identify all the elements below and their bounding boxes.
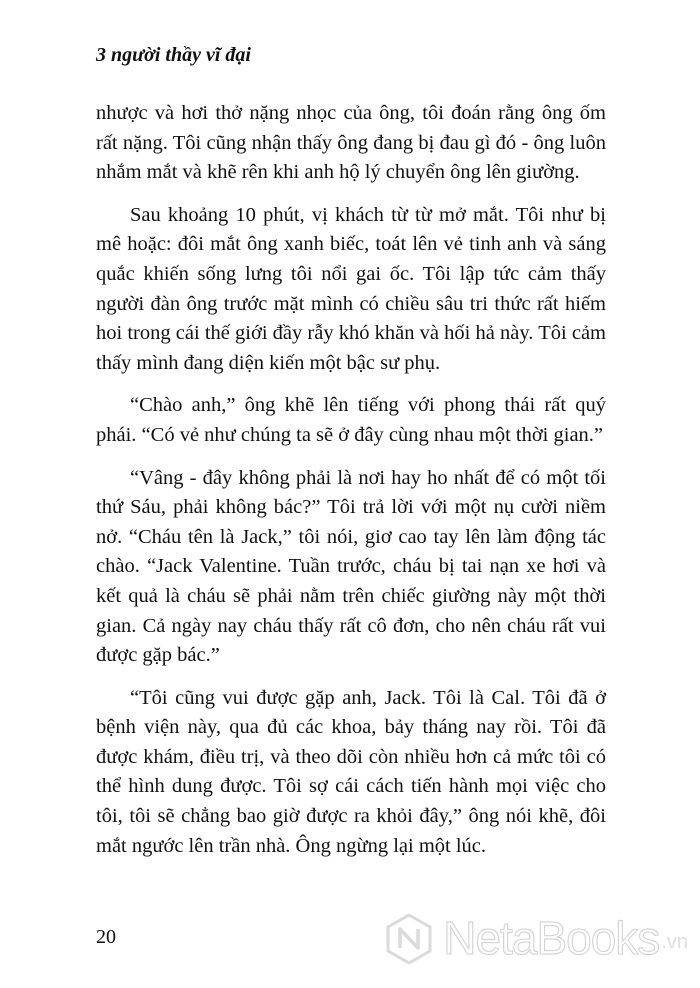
paragraph: Sau khoảng 10 phút, vị khách từ từ mở mắt. Tôi như bị mê hoặc: đôi mắt ông xanh biếc, toát lên vẻ tinh anh và sáng quắc khiến sống lưng tôi nổi gai ốc. Tôi lập tức cảm thấy người đàn ông trước mặt mình có chiều sâu tri thức rất hiếm hoi trong cái thế giới đầy rẫy khó khăn và hối hả này. Tôi cảm thấy mình đang diện kiến một bậc sư phụ. bbox=[96, 203, 606, 374]
page-number: 20 bbox=[96, 926, 116, 948]
paragraph: “Vâng - đây không phải là nơi hay ho nhất để có một tối thứ Sáu, phải không bác?” Tôi trả lời với một nụ cười niềm nở. “Cháu tên là Jack,” tôi nói, giơ cao tay lên làm động tác chào. “Jack Valentine. Tuần trước, cháu bị tai nạn xe hơi và kết quả là cháu sẽ phải nằm trên chiếc giường này một thời gian. Cả ngày nay cháu thấy rất cô đơn, cho nên cháu rất vui được gặp bác.” bbox=[96, 466, 606, 667]
paragraph: “Chào anh,” ông khẽ lên tiếng với phong thái rất quý phái. “Có vẻ như chúng ta sẽ ở đây cùng nhau một thời gian.” bbox=[96, 394, 606, 446]
watermark-suffix: .vn bbox=[661, 931, 688, 953]
watermark-brand: NetaBooks bbox=[443, 912, 660, 964]
paragraph: “Tôi cũng vui được gặp anh, Jack. Tôi là Cal. Tôi đã ở bệnh viện này, qua đủ các khoa, bảy tháng nay rồi. Tôi đã được khám, điều trị, và theo dõi còn nhiều hơn cả mức tôi có thể hình dung được. Tôi sợ cái cách tiến hành mọi việc cho tôi, tôi sẽ chẳng bao giờ được ra khỏi đây,” ông nói khẽ, đôi mắt ngước lên trần nhà. Ông ngừng lại một lúc. bbox=[96, 686, 606, 857]
paragraph: nhược và hơi thở nặng nhọc của ông, tôi đoán rằng ông ốm rất nặng. Tôi cũng nhận thấy ông đang bị đau gì đó - ông luôn nhắm mắt và khẽ rên khi anh hộ lý chuyển ông lên giường. bbox=[96, 102, 606, 184]
running-header: 3 người thầy vĩ đại bbox=[96, 44, 251, 66]
netabooks-n-logo-icon bbox=[383, 912, 435, 964]
body-text bbox=[96, 99, 606, 874]
watermark bbox=[383, 912, 688, 964]
